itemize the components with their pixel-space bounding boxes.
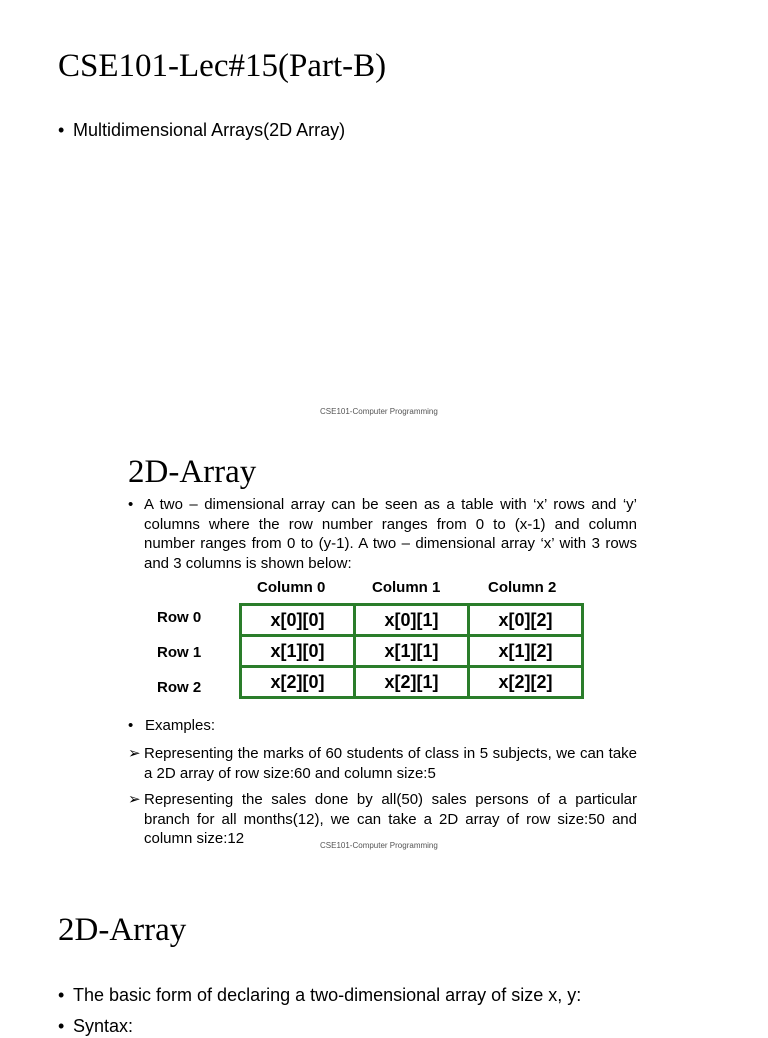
grid-cell: x[0][2]	[469, 605, 583, 636]
slide2-title: 2D-Array	[128, 454, 257, 490]
example-text: Representing the marks of 60 students of class in 5 subjects, we can take a 2D array of row size:60 and column size:5	[144, 745, 637, 782]
grid-cell: x[2][0]	[241, 667, 355, 698]
bullet-dot-icon: •	[58, 120, 65, 140]
bullet-dot-icon: •	[58, 1016, 65, 1036]
row-label: Row 0	[157, 609, 202, 626]
example-item	[128, 744, 637, 783]
slide1-bullet	[58, 118, 345, 142]
slide3-bullet	[58, 1014, 133, 1038]
example-text: Representing the sales done by all(50) sales persons of a particular branch for all months(12), we can take a 2D array of row size:50 and column size:12	[144, 791, 637, 847]
arrow-bullet-icon: ➢	[128, 745, 141, 762]
grid-row	[241, 667, 583, 698]
grid-cell: x[1][2]	[469, 636, 583, 667]
column-header: Column 2	[488, 579, 557, 596]
slide2-footer: CSE101-Computer Programming	[320, 841, 438, 850]
slide1-bullet-text: Multidimensional Arrays(2D Array)	[73, 120, 346, 140]
grid-cell: x[1][0]	[241, 636, 355, 667]
slide1-footer: CSE101-Computer Programming	[320, 407, 438, 416]
example-item	[128, 790, 637, 849]
grid-cell: x[0][1]	[355, 605, 469, 636]
bullet-dot-icon: •	[58, 985, 65, 1005]
column-header: Column 0	[257, 579, 326, 596]
array-grid	[239, 603, 584, 699]
slide2-paragraph: A two – dimensional array can be seen as a table with ‘x’ rows and ‘y’ columns where the row number ranges from 0 to (x-1) and column number ranges from 0 to (y-1). A two – dimensional array ‘x’ with 3 rows and 3 columns is shown below:	[144, 496, 637, 572]
slide1-title: CSE101-Lec#15(Part-B)	[58, 48, 387, 84]
row-label: Row 1	[157, 644, 202, 661]
arrow-bullet-icon: ➢	[128, 791, 141, 808]
slide3-bullet-text: Syntax:	[73, 1016, 134, 1036]
grid-cell: x[2][2]	[469, 667, 583, 698]
bullet-dot-icon: •	[128, 496, 134, 513]
row-label: Row 2	[157, 679, 202, 696]
grid-row	[241, 636, 583, 667]
grid-row	[241, 605, 583, 636]
slide3-bullet-text: The basic form of declaring a two-dimensional array of size x, y:	[73, 985, 582, 1005]
slide3-bullet	[58, 983, 581, 1007]
grid-cell: x[2][1]	[355, 667, 469, 698]
bullet-dot-icon: •	[128, 717, 134, 734]
grid-cell: x[1][1]	[355, 636, 469, 667]
grid-cell: x[0][0]	[241, 605, 355, 636]
slide3-title: 2D-Array	[58, 912, 187, 948]
column-header: Column 1	[372, 579, 441, 596]
examples-label: Examples:	[145, 717, 216, 734]
